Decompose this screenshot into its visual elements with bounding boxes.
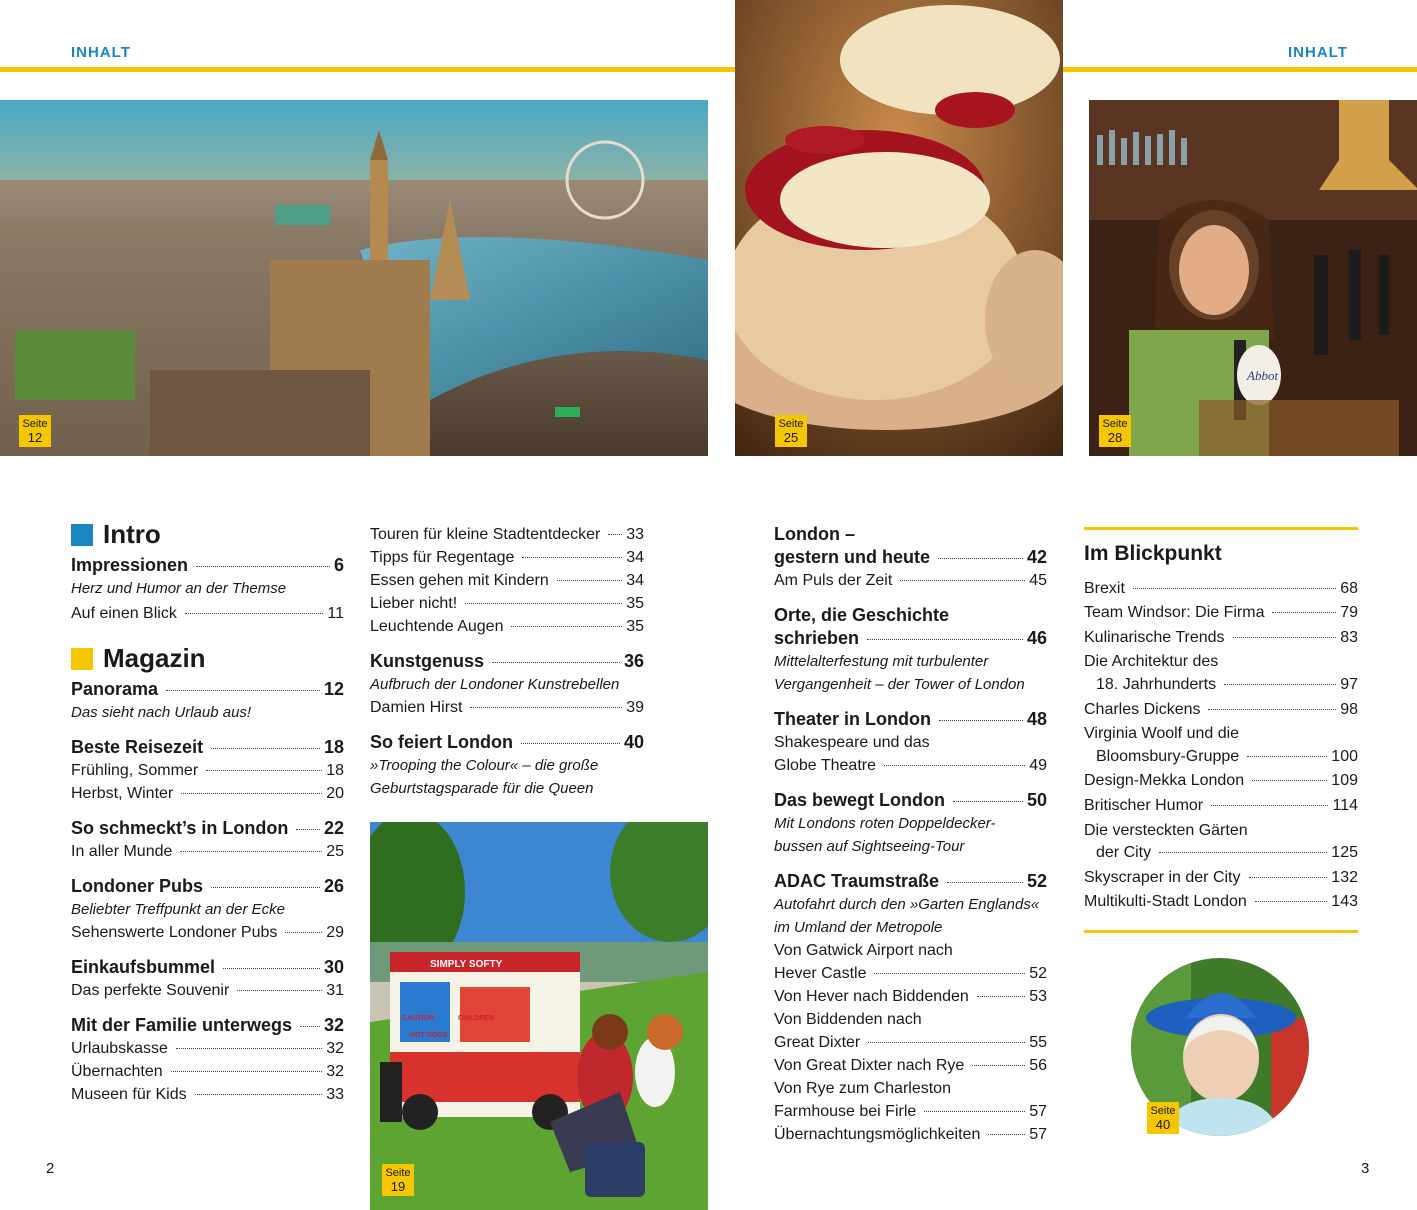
page-badge: Seite 28 [1099,415,1131,447]
blickpunkt-rule-bottom [1084,930,1358,933]
page-badge: Seite 40 [1147,1102,1179,1134]
toc-entry[interactable]: Mit der Familie unterwegs 32 [71,1015,344,1035]
toc-entry[interactable]: Impressionen 6 [71,555,344,575]
toc-subtitle: bussen auf Sightseeing-Tour [774,838,965,855]
toc-entry[interactable]: ADAC Traumstraße 52 [774,871,1047,891]
toc-entry[interactable]: Übernachtungsmöglichkeiten 57 [774,1126,1047,1143]
toc-entry[interactable]: der City 125 [1096,844,1358,862]
header-rule-left [0,67,735,72]
toc-entry[interactable]: Lieber nicht! 35 [370,595,644,612]
intro-marker-icon [71,524,93,546]
toc-entry[interactable]: Von Hever nach Biddenden 53 [774,988,1047,1005]
toc-entry[interactable]: Urlaubskasse 32 [71,1040,344,1057]
page-badge: Seite 19 [382,1164,414,1196]
toc-entry[interactable]: Übernachten 32 [71,1063,344,1080]
page-badge: Seite 12 [19,415,51,447]
toc-line: Von Gatwick Airport nach [774,942,953,959]
toc-line: Die versteckten Gärten [1084,821,1248,839]
toc-entry[interactable]: Londoner Pubs 26 [71,876,344,896]
toc-line: Shakespeare und das [774,734,930,751]
section-heading-intro: Intro [71,523,344,546]
toc-entry[interactable]: Von Great Dixter nach Rye 56 [774,1057,1047,1074]
toc-entry[interactable]: Brexit 68 [1084,579,1358,597]
toc-entry[interactable]: Skyscraper in der City 132 [1084,868,1358,886]
toc-entry[interactable]: Design-Mekka London 109 [1084,772,1358,790]
toc-entry[interactable]: So schmeckt’s in London 22 [71,818,344,838]
scones-photo [735,0,1063,456]
toc-entry[interactable]: Great Dixter 55 [774,1034,1047,1051]
toc-subtitle: Geburtstagsparade für die Queen [370,780,594,797]
toc-subtitle: Mittelalterfestung mit turbulenter [774,653,989,670]
toc-entry[interactable]: Einkaufsbummel 30 [71,957,344,977]
toc-entry[interactable]: Farmhouse bei Firle 57 [774,1103,1047,1120]
toc-subtitle: Mit Londons roten Doppeldecker- [774,815,996,832]
toc-entry[interactable]: Frühling, Sommer 18 [71,762,344,779]
toc-column-2 [370,523,644,800]
riverside-photo [370,822,708,1210]
toc-entry[interactable]: Museen für Kids 33 [71,1086,344,1103]
toc-subtitle: Aufbruch der Londoner Kunstrebellen [370,676,620,693]
toc-entry[interactable]: Tipps für Regentage 34 [370,549,644,566]
toc-subtitle: Das sieht nach Urlaub aus! [71,704,252,721]
toc-entry[interactable]: Das bewegt London 50 [774,790,1047,810]
toc-subtitle: Beliebter Treffpunkt an der Ecke [71,901,285,918]
toc-entry[interactable]: Beste Reisezeit 18 [71,737,344,757]
toc-line: Die Architektur des [1084,653,1219,671]
toc-entry[interactable]: Sehenswerte Londoner Pubs 29 [71,924,344,941]
toc-entry[interactable]: In aller Munde 25 [71,843,344,860]
van-word: HOT DOGS [410,1032,448,1039]
toc-subtitle: »Trooping the Colour« – die große [370,757,599,774]
van-word: CHILDREN [458,1015,495,1022]
toc-entry[interactable]: Kunstgenuss 36 [370,651,644,671]
toc-subtitle: Autofahrt durch den »Garten Englands« [774,896,1040,913]
section-heading-magazin: Magazin [71,647,344,670]
toc-entry[interactable]: Multikulti-Stadt London 143 [1084,893,1358,911]
toc-entry[interactable]: Touren für kleine Stadtentdecker 33 [370,526,644,543]
blickpunkt-rule-top [1084,527,1358,530]
toc-entry[interactable]: Charles Dickens 98 [1084,700,1358,718]
toc-entry[interactable]: Theater in London 48 [774,709,1047,729]
toc-entry[interactable]: So feiert London 40 [370,732,644,752]
toc-entry[interactable]: Kulinarische Trends 83 [1084,628,1358,646]
toc-entry[interactable]: Bloomsbury-Gruppe 100 [1096,747,1358,765]
toc-entry[interactable]: Globe Theatre 49 [774,757,1047,774]
pub-photo [1089,100,1417,456]
toc-subtitle: Vergangenheit – der Tower of London [774,676,1025,693]
page-number-left: 2 [46,1160,55,1177]
toc-subtitle: Herz und Humor an der Themse [71,580,287,597]
tap-label: Abbot [1247,368,1279,383]
toc-entry[interactable]: Herbst, Winter 20 [71,785,344,802]
toc-entry[interactable]: schrieben 46 [774,628,1047,648]
toc-entry[interactable]: gestern und heute 42 [774,547,1047,567]
magazin-marker-icon [71,648,93,670]
toc-entry[interactable]: Panorama 12 [71,679,344,699]
toc-entry[interactable]: 18. Jahrhunderts 97 [1096,675,1358,693]
header-label-right: INHALT [1288,44,1348,61]
toc-entry[interactable]: Auf einen Blick 11 [71,605,344,622]
section-heading-blickpunkt: Im Blickpunkt [1084,542,1222,565]
toc-line: Virginia Woolf und die [1084,725,1240,743]
toc-subtitle: im Umland der Metropole [774,919,943,936]
toc-entry[interactable]: Am Puls der Zeit 45 [774,572,1047,589]
toc-entry[interactable]: Britischer Humor 114 [1084,796,1358,814]
page-badge: Seite 25 [775,415,807,447]
header-label-left: INHALT [71,44,131,61]
toc-entry[interactable]: Team Windsor: Die Firma 79 [1084,604,1358,622]
toc-column-3 [774,523,1047,1146]
london-panorama-photo [0,100,708,456]
toc-entry[interactable]: Hever Castle 52 [774,965,1047,982]
toc-line: Von Rye zum Charleston [774,1080,951,1097]
toc-column-1 [71,519,344,1106]
toc-entry[interactable]: Leuchtende Augen 35 [370,618,644,635]
toc-entry[interactable]: Essen gehen mit Kindern 34 [370,572,644,589]
header-rule-right [1063,67,1417,72]
toc-title-line[interactable]: Orte, die Geschichte [774,605,950,625]
toc-entry[interactable]: Das perfekte Souvenir 31 [71,982,344,999]
toc-entry[interactable]: Damien Hirst 39 [370,699,644,716]
van-sign: SIMPLY SOFTY [430,959,503,970]
toc-title-line[interactable]: London – [774,524,855,544]
toc-line: Von Biddenden nach [774,1011,922,1028]
toc-column-4 [1084,543,1358,914]
page-number-right: 3 [1361,1160,1370,1177]
van-word: CAUTION [402,1015,434,1022]
